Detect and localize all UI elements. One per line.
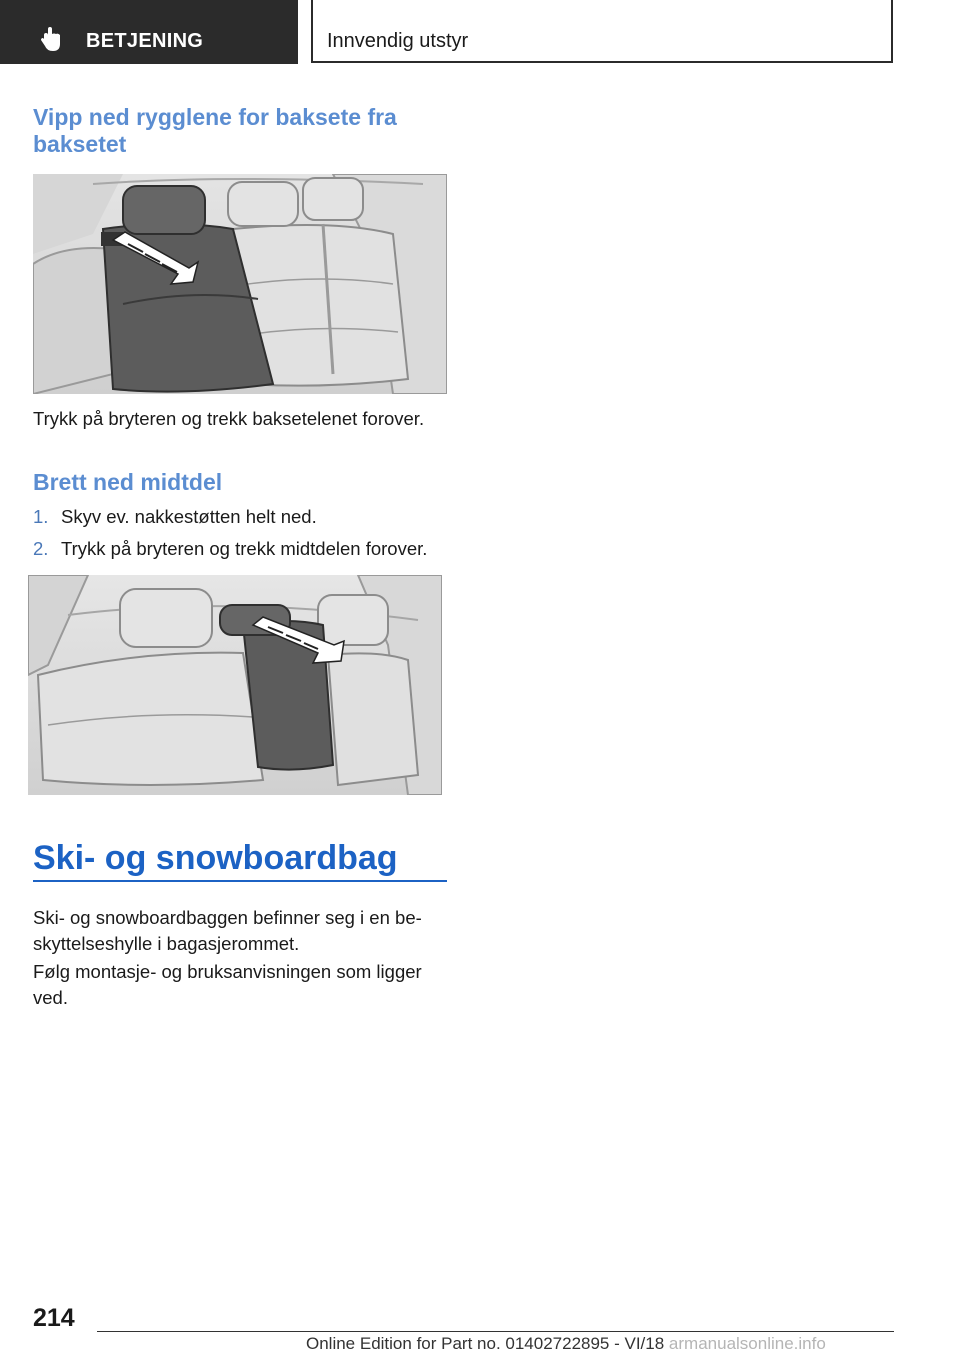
caption-backrest: Trykk på bryteren og trekk baksetelenet forover.	[33, 408, 425, 429]
footer-edition	[306, 1334, 826, 1354]
heading-fold-backrest: Vipp ned rygglene for baksete fra baksetet	[33, 104, 397, 157]
watermark: armanualsonline.info	[668, 1334, 826, 1353]
section-label: BETJENING	[86, 30, 204, 52]
chapter-title: Innvendig utstyr	[327, 30, 469, 52]
heading-ski-bag: Ski- og snowboardbag	[33, 839, 398, 877]
step-number: 1.	[33, 506, 49, 527]
edition-text: Online Edition for Part no. 01402722895 - VI/18	[306, 1334, 665, 1353]
chapter-header	[311, 0, 893, 63]
figure-rear-seat-backrest	[33, 174, 447, 394]
center-section-illustration	[28, 575, 442, 795]
step-number: 2.	[33, 538, 49, 559]
figure-center-section	[28, 575, 442, 795]
hand-pointer-icon	[38, 26, 66, 54]
heading-center-section: Brett ned midtdel	[33, 469, 223, 495]
section-tab	[0, 0, 298, 64]
page-number: 214	[33, 1304, 75, 1332]
footer-rule	[97, 1331, 894, 1332]
paragraph-ski-bag-instructions: Følg montasje- og bruksanvisningen som ligger ved.	[33, 961, 422, 1008]
paragraph-ski-bag-location: Ski- og snowboardbaggen befinner seg i en beskyttelseshylle i bagasjerommet.	[33, 907, 422, 954]
step-text: Skyv ev. nakkestøtten helt ned.	[61, 506, 317, 527]
backrest-illustration	[33, 174, 447, 394]
step-text: Trykk på bryteren og trekk midtdelen forover.	[61, 538, 428, 559]
heading-rule	[33, 880, 447, 882]
